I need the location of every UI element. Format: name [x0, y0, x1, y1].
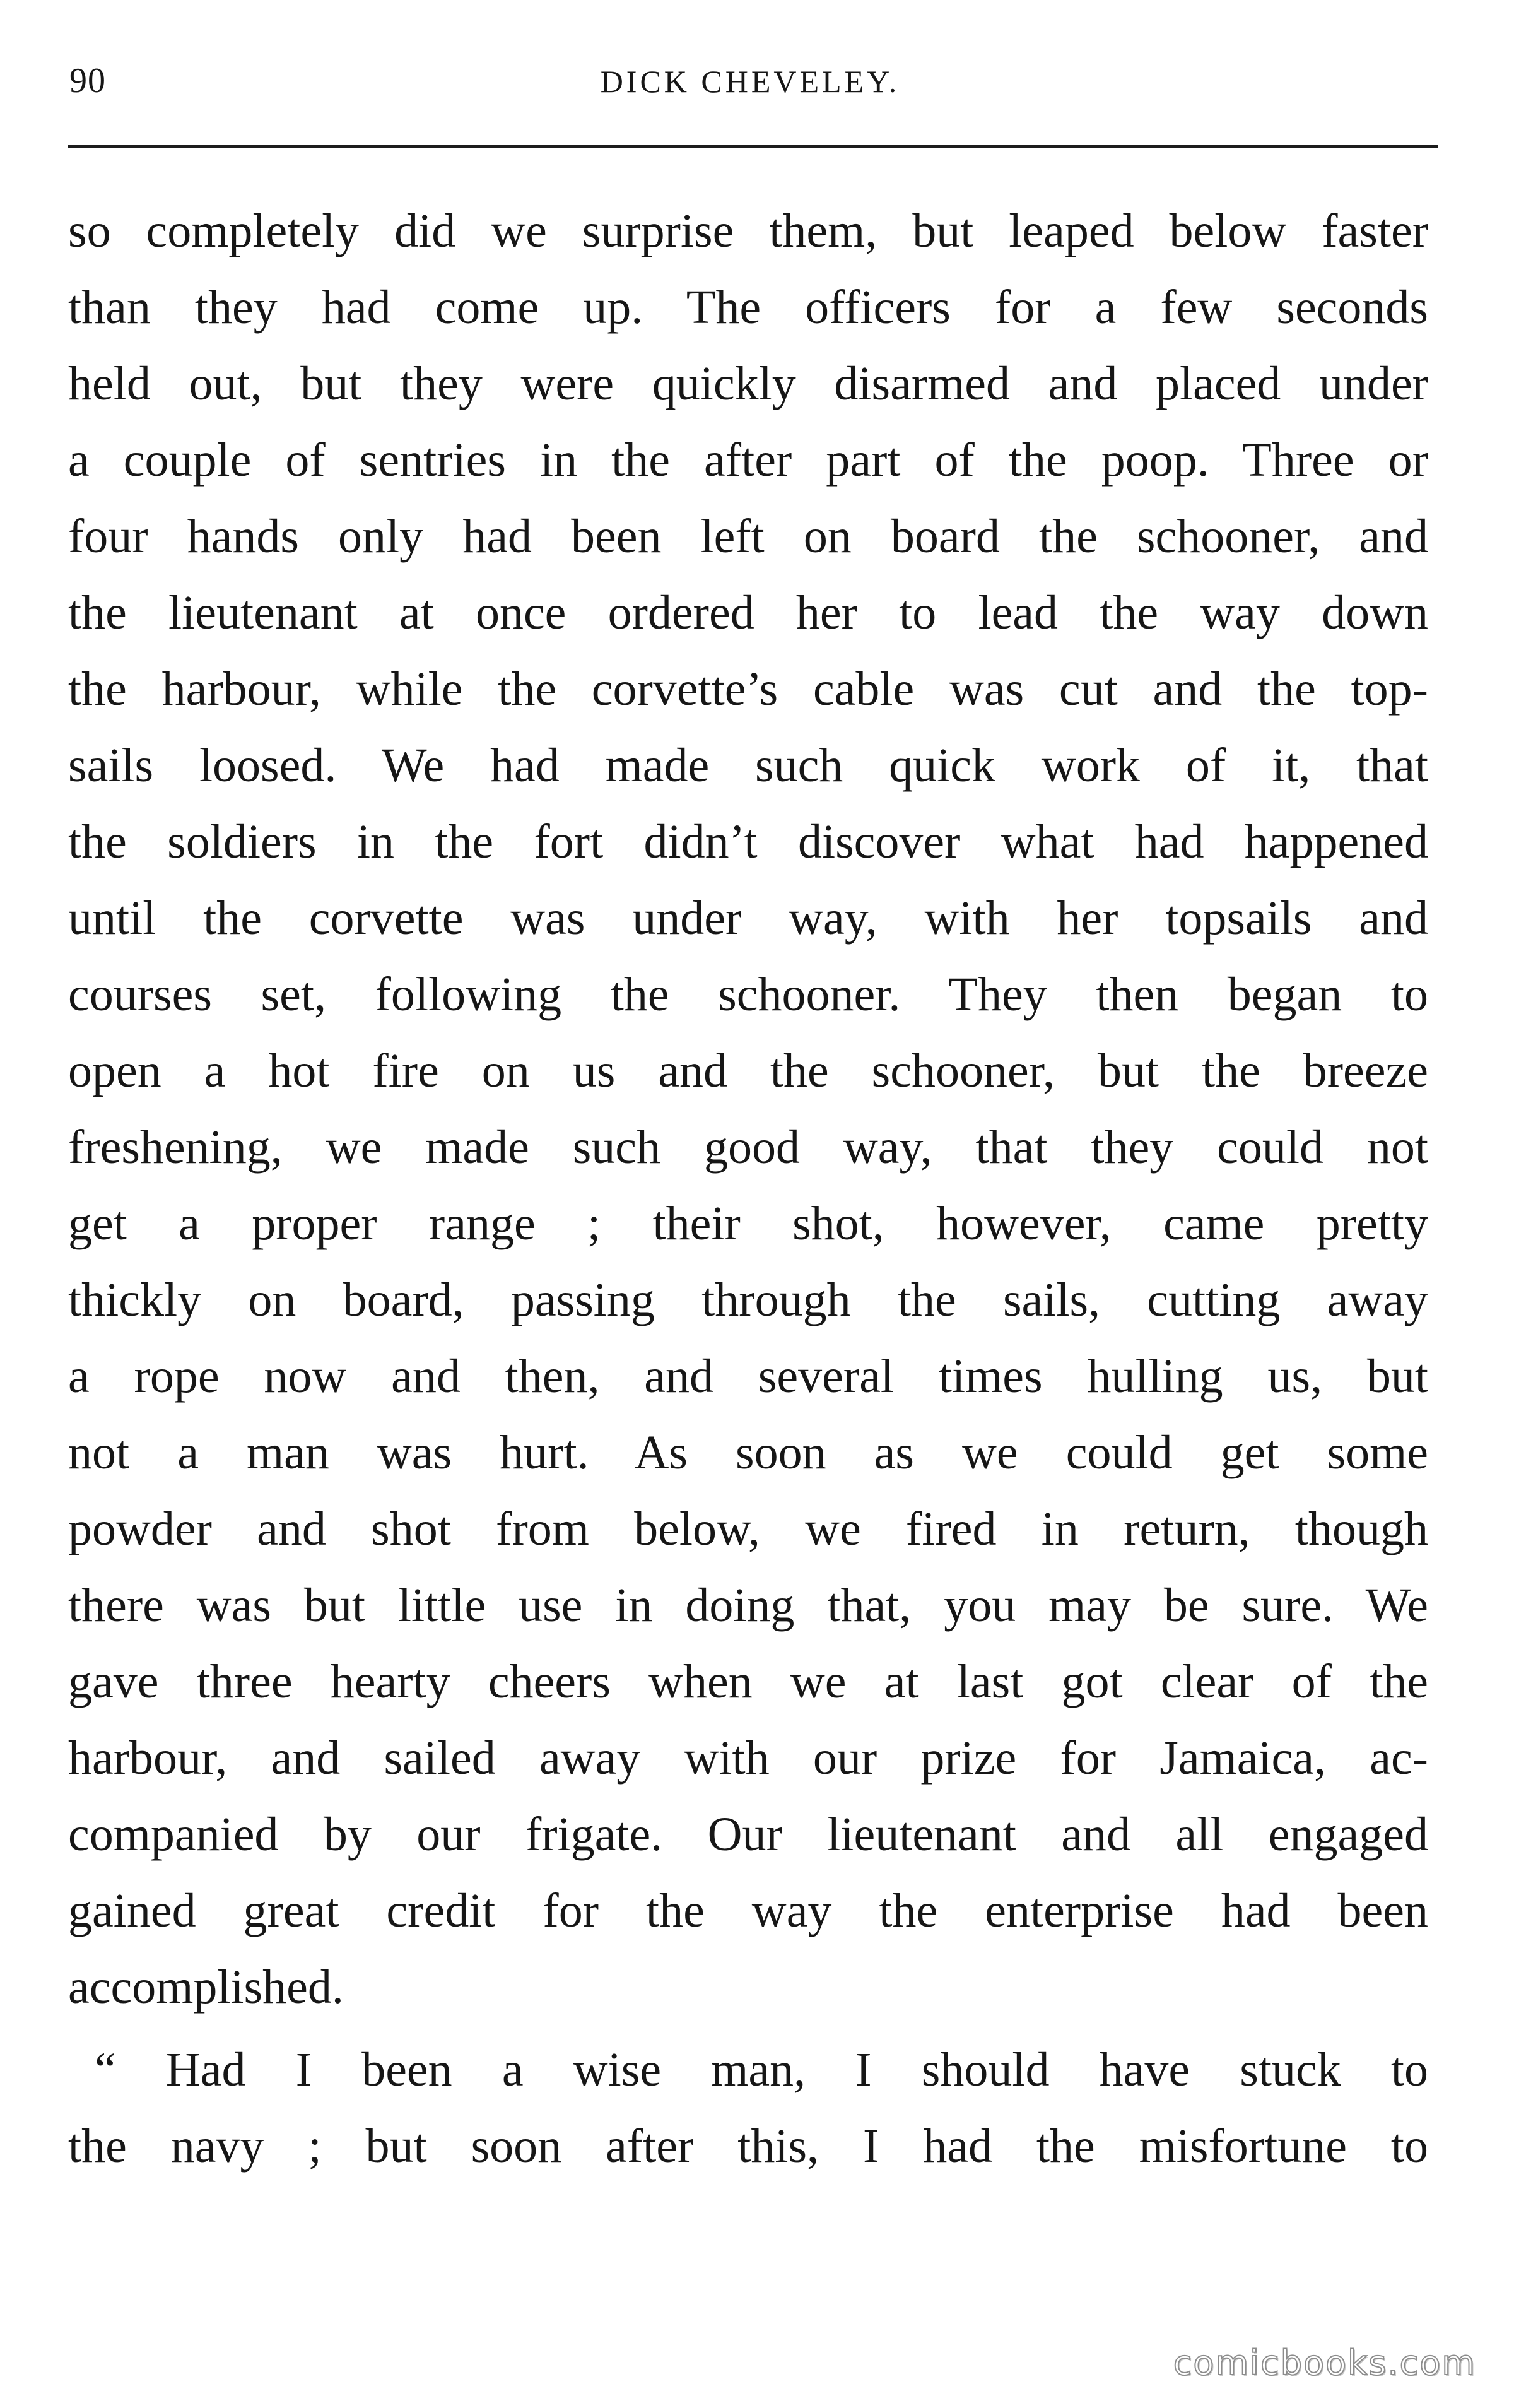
text-line: there was but little use in doing that, you may be sure. We [68, 1579, 1428, 1632]
text-line: the navy ; but soon after this, I had the misfortune to [68, 2120, 1428, 2173]
text-line: until the corvette was under way, with her topsails and [68, 892, 1428, 945]
text-line: not a man was hurt. As soon as we could get some [68, 1426, 1428, 1479]
text-line: “ Had I been a wise man, I should have stuck to [95, 2043, 1428, 2096]
watermark-logo: comicbooks.com [1173, 2343, 1476, 2383]
body-text [68, 193, 1428, 2185]
text-line: a rope now and then, and several times hulling us, but [68, 1350, 1428, 1403]
text-line: courses set, following the schooner. They then began to [68, 968, 1428, 1021]
text-line: four hands only had been left on board the schooner, and [68, 510, 1428, 563]
header-rule [68, 145, 1438, 148]
text-line: the soldiers in the fort didn’t discover what had happened [68, 815, 1428, 868]
text-line: get a proper range ; their shot, however, came pretty [68, 1197, 1428, 1250]
text-line: gave three hearty cheers when we at last got clear of the [68, 1655, 1428, 1708]
text-line: accomplished. [68, 1961, 344, 2014]
page-number: 90 [69, 61, 106, 100]
paragraph-gap [68, 2026, 1428, 2032]
text-line: open a hot fire on us and the schooner, but the breeze [68, 1044, 1428, 1097]
text-line: the harbour, while the corvette’s cable was cut and the top- [68, 663, 1428, 716]
text-line: sails loosed. We had made such quick work of it, that [68, 739, 1428, 792]
text-line: harbour, and sailed away with our prize for Jamaica, ac- [68, 1732, 1428, 1785]
text-line: companied by our frigate. Our lieutenant and all engaged [68, 1808, 1428, 1861]
text-line: the lieutenant at once ordered her to lead the way down [68, 586, 1428, 639]
text-line: a couple of sentries in the after part of the poop. Three or [68, 434, 1428, 487]
paragraph [68, 193, 1428, 2026]
page-header [69, 52, 1431, 121]
running-title: DICK CHEVELEY. [600, 64, 900, 99]
text-line: so completely did we surprise them, but leaped below faster [68, 204, 1428, 257]
paragraph [68, 2032, 1428, 2185]
text-line: held out, but they were quickly disarmed and placed under [68, 357, 1428, 410]
text-line: powder and shot from below, we fired in return, though [68, 1502, 1428, 1555]
text-line: gained great credit for the way the enterprise had been [68, 1884, 1428, 1937]
text-line: than they had come up. The officers for a few seconds [68, 281, 1428, 334]
text-line: freshening, we made such good way, that they could not [68, 1121, 1428, 1174]
text-line: thickly on board, passing through the sails, cutting away [68, 1273, 1428, 1326]
